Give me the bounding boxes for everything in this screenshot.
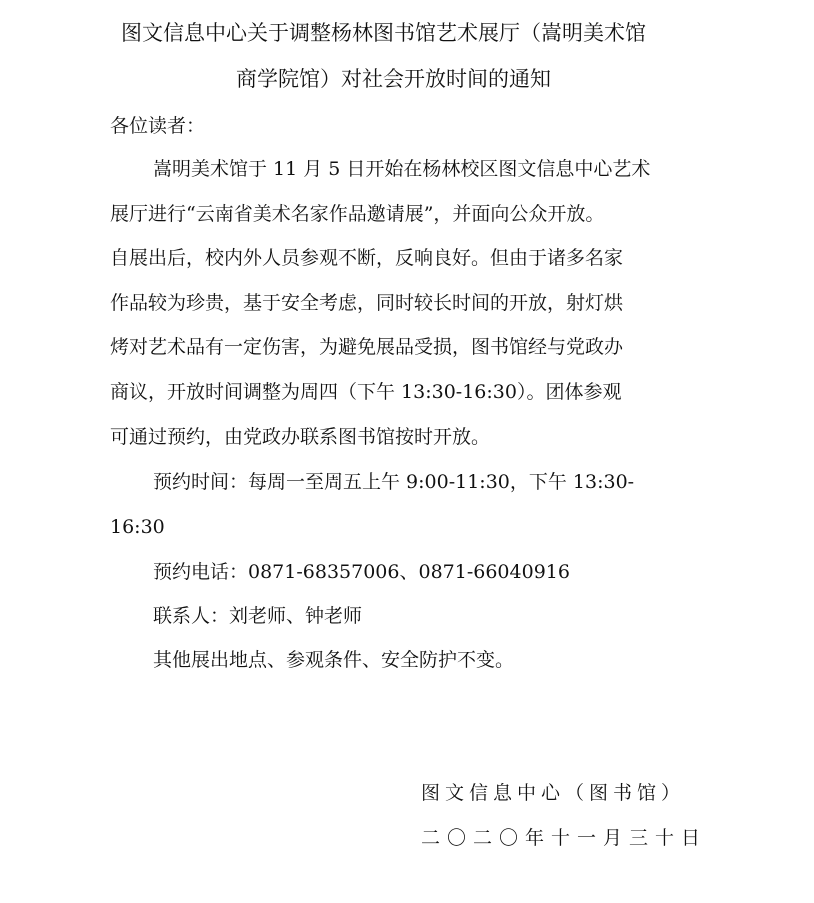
- other-notice: 其他展出地点、参观条件、安全防护不变。: [153, 649, 515, 671]
- paragraph-line: 可通过预约，由党政办联系图书馆按时开放。: [110, 426, 491, 448]
- booking-time-line-1: 预约时间：每周一至周五上午 9:00-11:30，下午 13:30-: [153, 471, 635, 493]
- paragraph-line: 烤对艺术品有一定伤害，为避免展品受损，图书馆经与党政办: [110, 336, 624, 358]
- signature-organization: 图文信息中心（图书馆）: [421, 782, 686, 804]
- booking-phone: 预约电话：0871-68357006、0871-66040916: [153, 561, 570, 583]
- document-title-line-2: 商学院馆）对社会开放时间的通知: [236, 67, 551, 91]
- paragraph-line: 作品较为珍贵，基于安全考虑，同时较长时间的开放，射灯烘: [110, 292, 624, 314]
- document-title-line-1: 图文信息中心关于调整杨林图书馆艺术展厅（嵩明美术馆: [121, 21, 646, 45]
- paragraph-line: 嵩明美术馆于 11 月 5 日开始在杨林校区图文信息中心艺术: [153, 158, 651, 180]
- booking-time-line-2: 16:30: [110, 516, 165, 538]
- paragraph-line: 展厅进行“云南省美术名家作品邀请展”，并面向公众开放。: [110, 203, 605, 225]
- paragraph-line: 商议，开放时间调整为周四（下午 13:30-16:30）。团体参观: [110, 381, 622, 403]
- paragraph-line: 自展出后，校内外人员参观不断，反响良好。但由于诸多名家: [110, 247, 624, 269]
- signature-date: 二〇二〇年十一月三十日: [421, 827, 708, 849]
- contact-persons: 联系人：刘老师、钟老师: [153, 605, 363, 627]
- greeting: 各位读者：: [110, 115, 206, 137]
